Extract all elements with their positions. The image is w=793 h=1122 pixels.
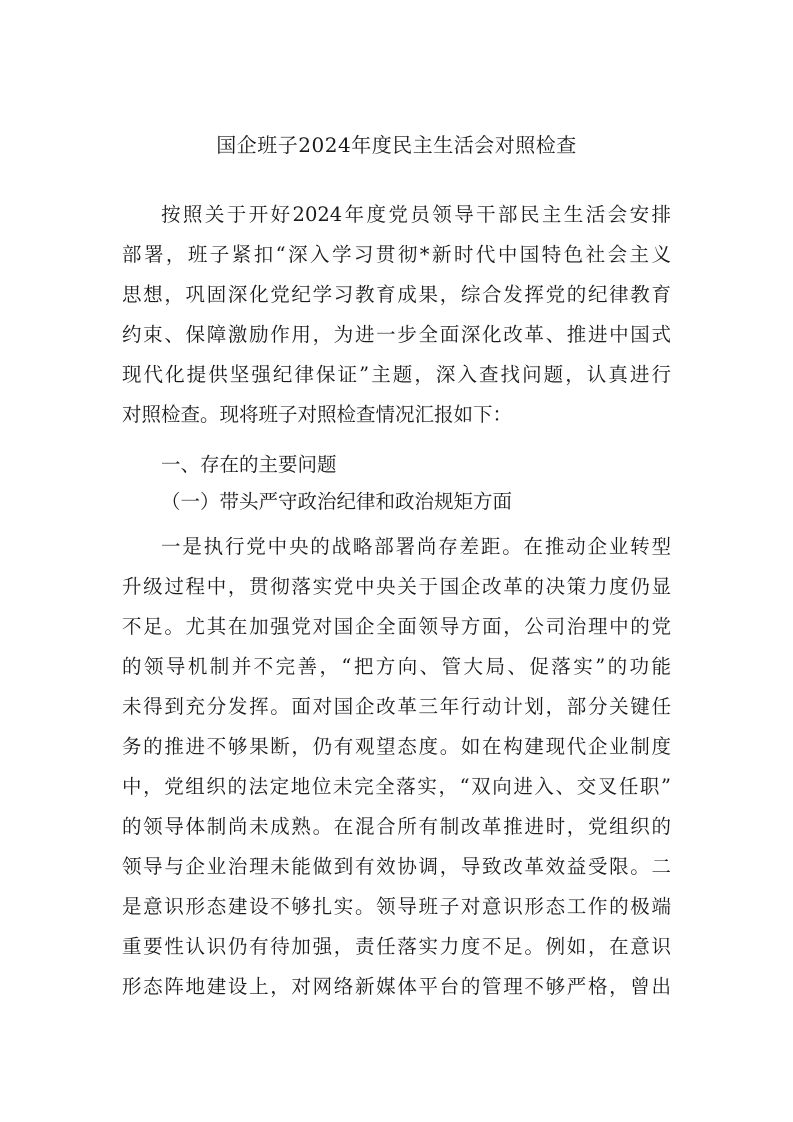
document-title: 国企班子2024年度民主生活会对照检查 — [216, 133, 577, 157]
subsection-heading: （一）带头严守政治纪律和政治规矩方面 — [161, 490, 513, 513]
paragraph-line: 是意识形态建设不够扎实。领导班子对意识形态工作的极端 — [122, 895, 671, 918]
paragraph-line: 形态阵地建设上，对网络新媒体平台的管理不够严格，曾出 — [122, 975, 671, 998]
paragraph-line: 约束、保障激励作用，为进一步全面深化改革、推进中国式 — [122, 323, 671, 346]
paragraph-line: 一是执行党中央的战略部署尚存差距。在推动企业转型 — [161, 535, 671, 558]
section-heading: 一、存在的主要问题 — [161, 453, 337, 476]
paragraph-line: 现代化提供坚强纪律保证”主题，深入查找问题，认真进行 — [122, 363, 671, 386]
paragraph-line: 不足。尤其在加强党对国企全面领导方面，公司治理中的党 — [122, 615, 671, 638]
paragraph-line: 按照关于开好2024年度党员领导干部民主生活会安排 — [161, 203, 671, 226]
paragraph-line: 升级过程中，贯彻落实党中央关于国企改革的决策力度仍显 — [122, 575, 671, 598]
paragraph-line: 重要性认识仍有待加强，责任落实力度不足。例如，在意识 — [122, 935, 671, 958]
paragraph-line: 对照检查。现将班子对照检查情况汇报如下： — [122, 403, 513, 426]
paragraph-line: 思想，巩固深化党纪学习教育成果，综合发挥党的纪律教育 — [122, 283, 671, 306]
paragraph-line: 部署，班子紧扣“深入学习贯彻*新时代中国特色社会主义 — [122, 243, 671, 266]
paragraph-line: 的领导体制尚未成熟。在混合所有制改革推进时，党组织的 — [122, 815, 671, 838]
paragraph-line: 未得到充分发挥。面对国企改革三年行动计划，部分关键任 — [122, 695, 671, 718]
paragraph-line: 领导与企业治理未能做到有效协调，导致改革效益受限。二 — [122, 855, 671, 878]
paragraph-line: 的领导机制并不完善，“把方向、管大局、促落实”的功能 — [122, 655, 671, 678]
paragraph-line: 中，党组织的法定地位未完全落实，“双向进入、交叉任职” — [122, 775, 671, 798]
paragraph-line: 务的推进不够果断，仍有观望态度。如在构建现代企业制度 — [122, 735, 671, 758]
